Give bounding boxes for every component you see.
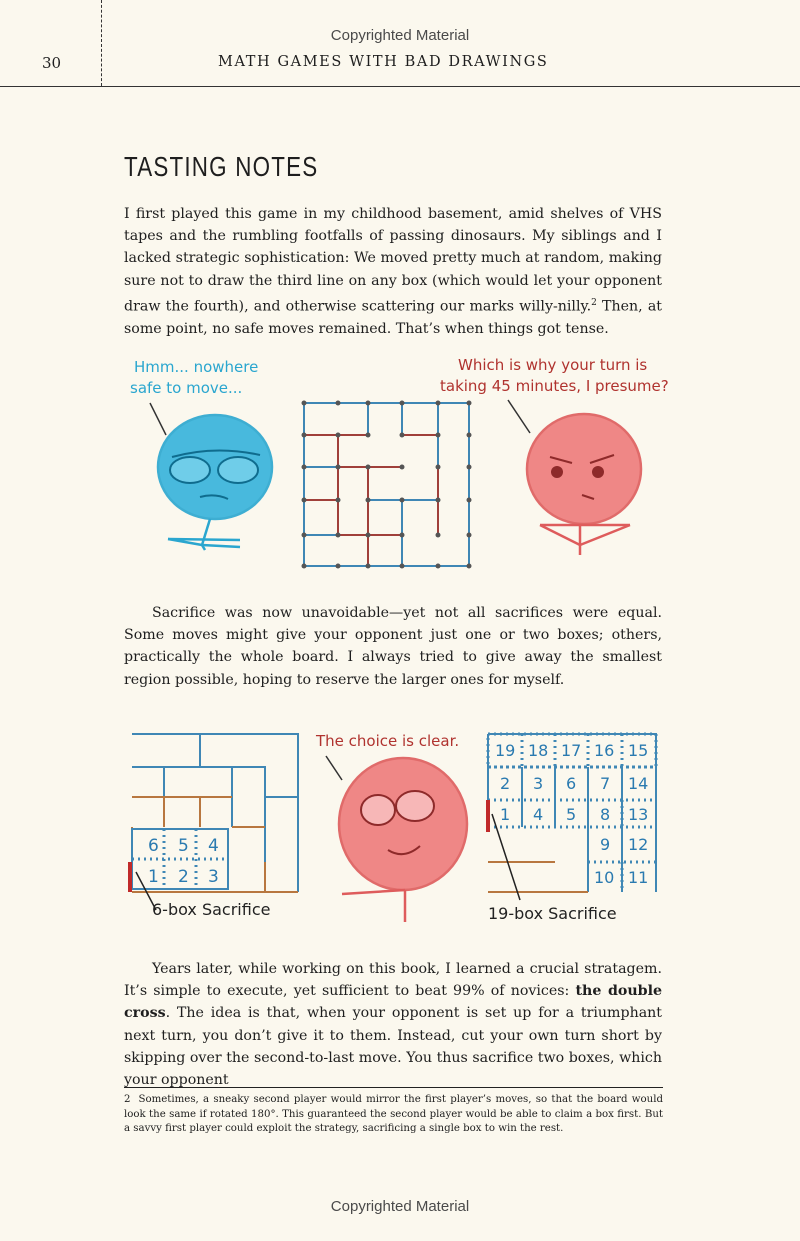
paragraph-1-text-rest: Then, at some point, no safe moves remained. That’s when things got tense. <box>124 298 663 337</box>
right-figure-speech-line1: Which is why your turn is <box>458 356 648 374</box>
right-grid-box-18: 18 <box>528 741 549 760</box>
footnote-marker[interactable]: 2 <box>591 297 597 308</box>
body-paragraph-1 <box>124 203 662 340</box>
left-figure-speech-line1: Hmm... nowhere <box>134 358 259 376</box>
right-grid-box-10: 10 <box>594 868 615 887</box>
left-grid-box-2: 2 <box>178 867 189 887</box>
footnote-number: 2 <box>124 1094 131 1105</box>
red-stick-figure <box>527 414 641 555</box>
right-grid-box-14: 14 <box>628 774 649 793</box>
right-grid-box-8: 8 <box>600 805 611 824</box>
right-grid-box-2: 2 <box>500 774 511 793</box>
right-grid-box-1: 1 <box>500 805 511 824</box>
footnote-text: Sometimes, a sneaky second player would mirror the first player’s moves, so that the board would look the same if rotated 180°. This guaranteed the second player would be able to claim a box first. But a savvy first player could exploit the strategy, sacrificing a single box to win the rest. <box>124 1094 663 1134</box>
section-title: TASTING NOTES <box>124 151 319 182</box>
body-paragraph-3 <box>124 958 662 1091</box>
illustration-stick-figures-dots-board <box>120 345 680 580</box>
left-figure-speech-line2: safe to move... <box>130 379 243 397</box>
header-dashed-divider <box>101 0 102 86</box>
right-grid-box-16: 16 <box>594 741 615 760</box>
body-paragraph-2: Sacrifice was now unavoidable—yet not all sacrifices were equal. Some moves might give your opponent just one or two boxes; others, practically the whole board. I always tried to give away the smallest region possible, hoping to reserve the larger ones for myself. <box>124 605 662 688</box>
paragraph-3-text: Years later, while working on this book, I learned a crucial stratagem. It’s simple to execute, yet sufficient to beat 99% of novices: <box>124 961 662 1000</box>
right-grid-box-19: 19 <box>495 741 516 760</box>
footnote-rule <box>124 1087 663 1088</box>
paragraph-3-text-rest: . The idea is that, when your opponent is set up for a triumphant next turn, you don’t give it to them. Instead, cut your own turn short by skipping over the second-to-last move. You thus sacrifice two boxes, which your opponent <box>124 1005 662 1089</box>
nineteen-box-sacrifice-board <box>488 734 656 892</box>
header-rule <box>0 86 800 87</box>
right-grid-box-5: 5 <box>566 805 577 824</box>
right-figure-speech-line2: taking 45 minutes, I presume? <box>440 377 669 395</box>
left-grid-box-3: 3 <box>208 867 219 887</box>
right-grid-box-15: 15 <box>628 741 649 760</box>
copyright-watermark-top: Copyrighted Material <box>330 27 470 44</box>
right-grid-box-6: 6 <box>566 774 577 793</box>
copyright-watermark-bottom: Copyrighted Material <box>330 1198 470 1215</box>
right-grid-box-9: 9 <box>600 835 611 854</box>
double-cross-term: the double cross <box>124 983 662 1022</box>
left-grid-box-5: 5 <box>178 836 189 856</box>
right-grid-box-4: 4 <box>533 805 544 824</box>
right-grid-box-17: 17 <box>561 741 582 760</box>
right-grid-box-13: 13 <box>628 805 649 824</box>
right-grid-box-7: 7 <box>600 774 611 793</box>
illustration-sacrifice-comparison <box>120 722 665 927</box>
right-speech-pointer <box>508 400 530 433</box>
right-grid-box-3: 3 <box>533 774 544 793</box>
middle-figure-speech: The choice is clear. <box>316 732 460 750</box>
blue-stick-figure <box>158 415 272 550</box>
left-speech-pointer <box>150 403 166 435</box>
middle-speech-pointer <box>326 756 342 780</box>
six-box-sacrifice-board <box>130 734 298 892</box>
right-grid-box-12: 12 <box>628 835 649 854</box>
paragraph-1-text: I first played this game in my childhood basement, amid shelves of VHS tapes and the rumbling footfalls of passing dinosaurs. My siblings and I lacked strategic sophistication: We moved pretty much at random, making sure not to draw the third line on any box (which would let your opponent draw the fourth), and otherwise scattering our marks willy-nilly. <box>124 206 662 315</box>
right-caption: 19-box Sacrifice <box>488 904 617 923</box>
left-grid-box-4: 4 <box>208 836 219 856</box>
middle-red-stick-figure <box>339 758 467 922</box>
left-grid-box-1: 1 <box>148 867 159 887</box>
footnote <box>124 1093 663 1137</box>
running-head: MATH GAMES WITH BAD DRAWINGS <box>218 54 549 70</box>
dots-and-boxes-board <box>302 401 472 569</box>
page-number: 30 <box>42 54 62 72</box>
left-grid-box-6: 6 <box>148 836 159 856</box>
left-caption: 6-box Sacrifice <box>152 900 271 919</box>
right-grid-box-11: 11 <box>628 868 649 887</box>
